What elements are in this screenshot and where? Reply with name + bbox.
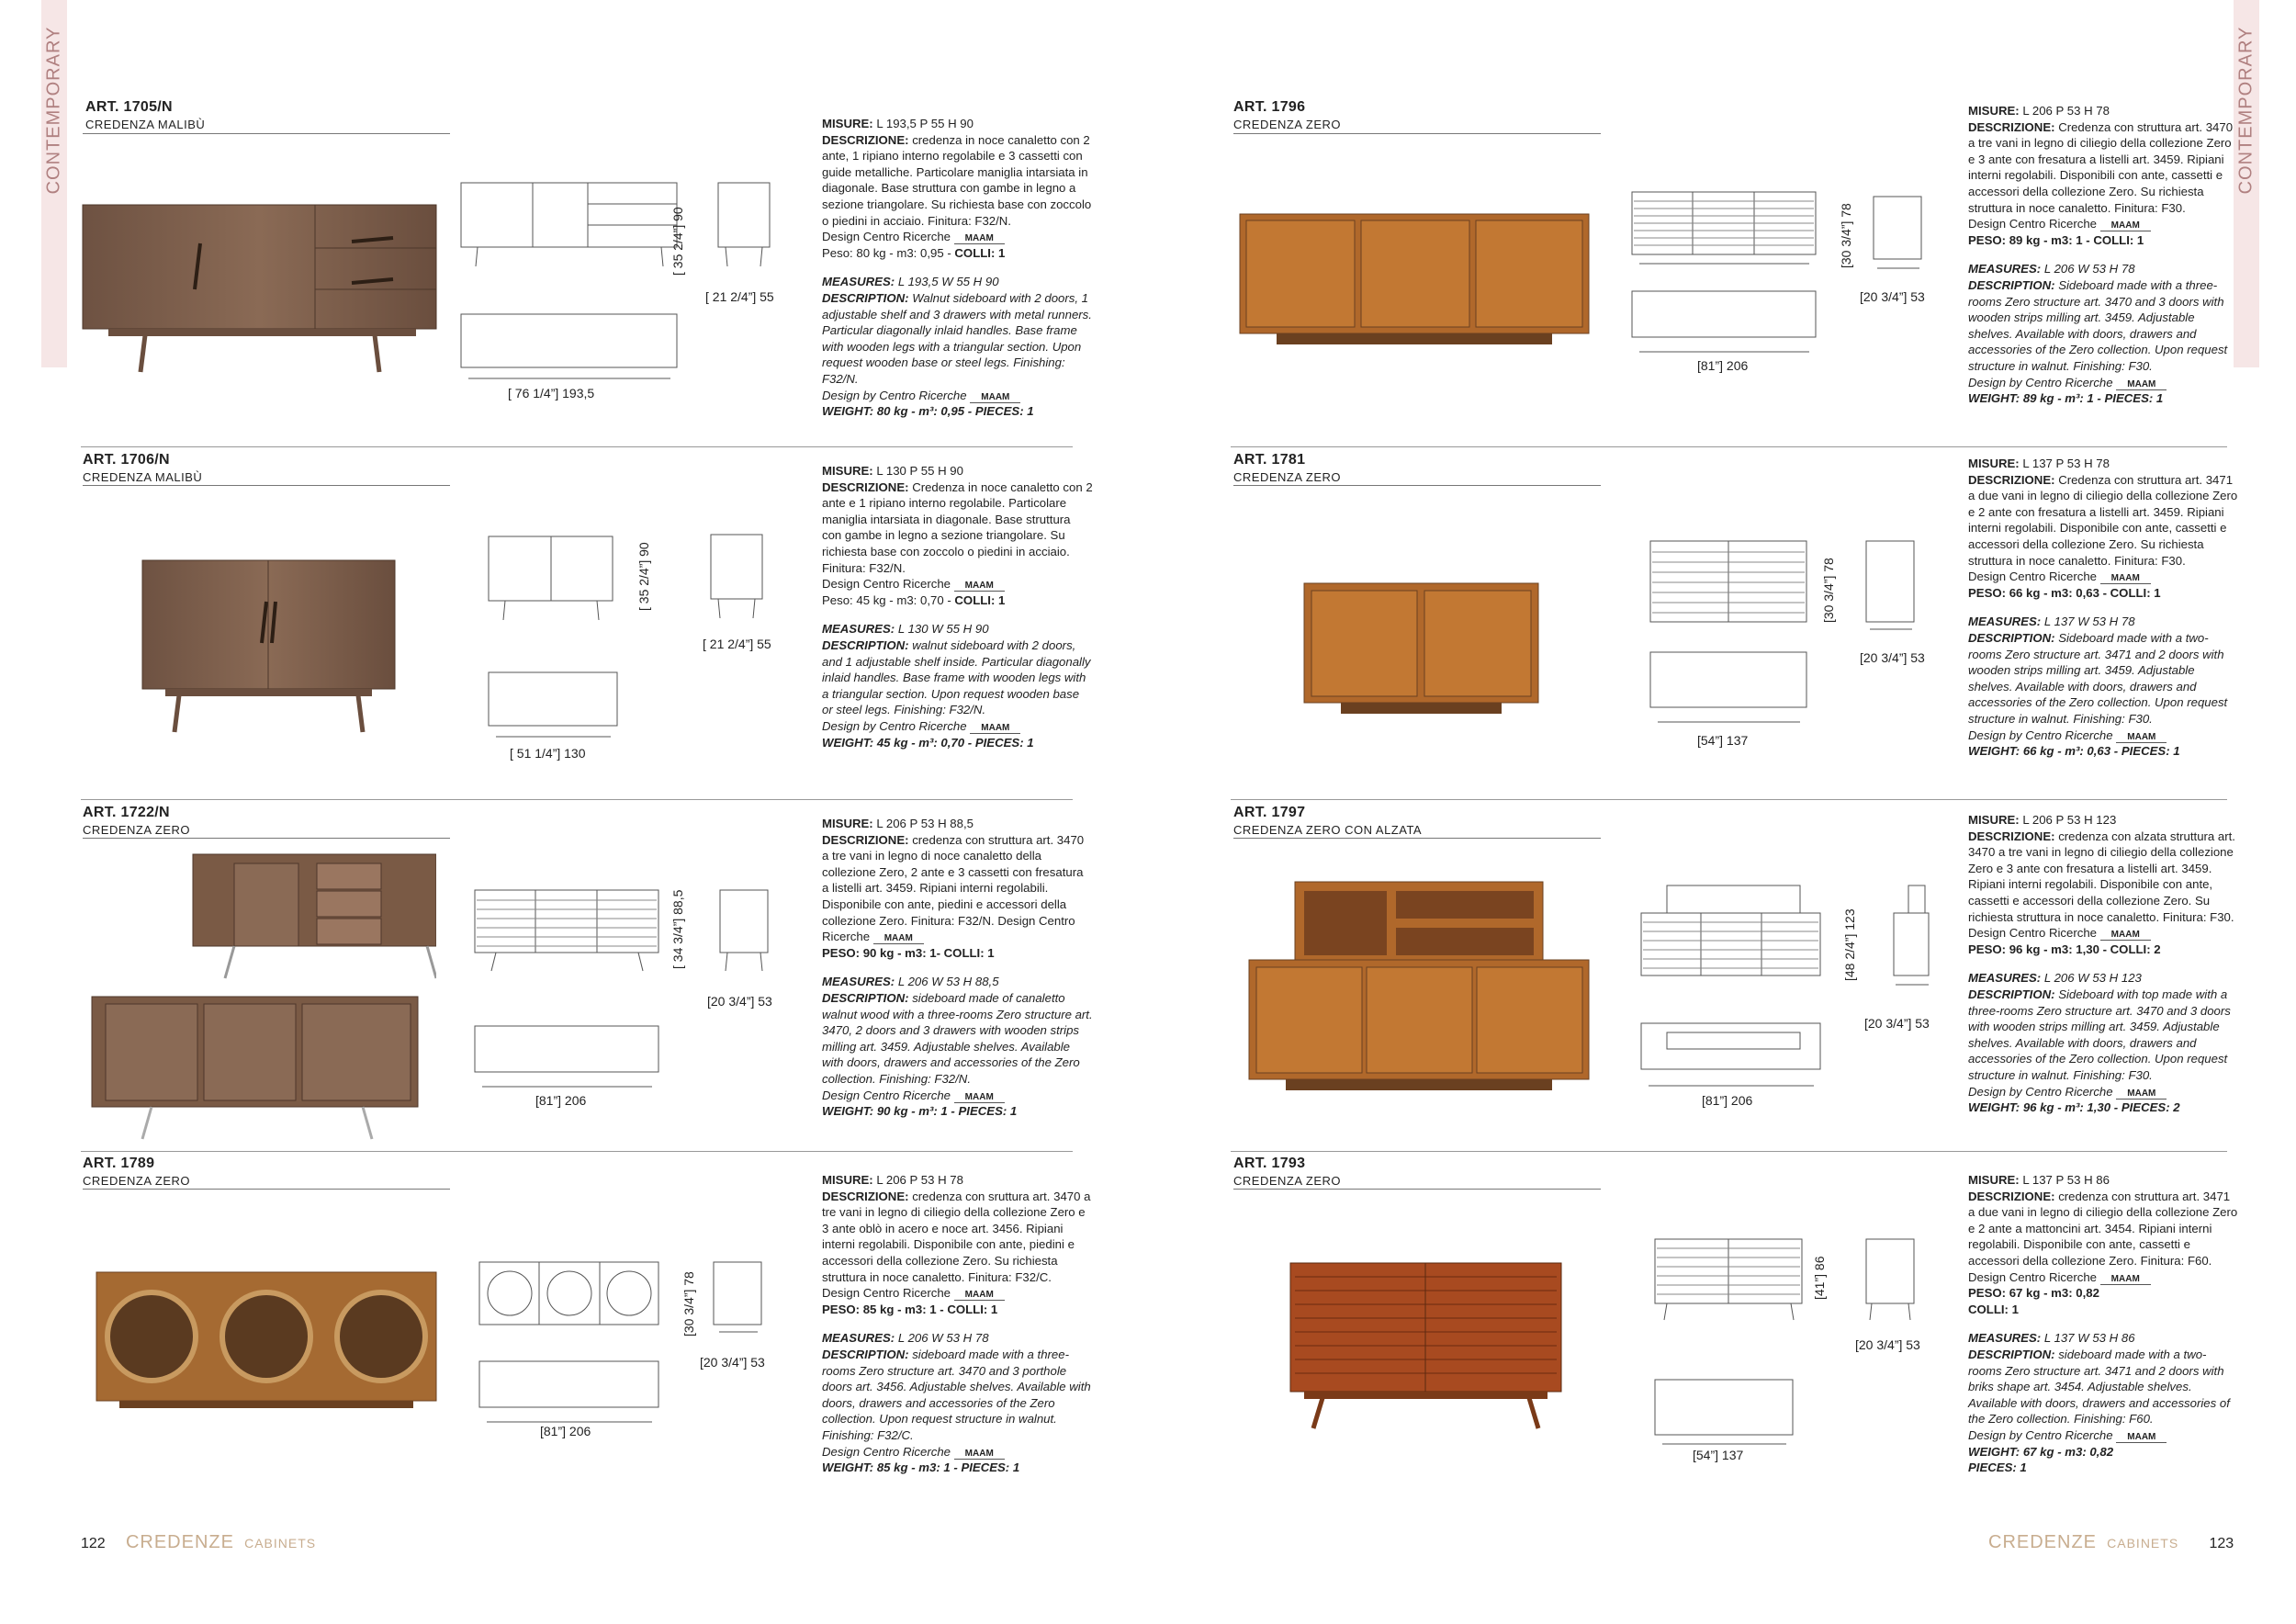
footer-category: CREDENZE bbox=[125, 1532, 234, 1552]
width-dimension: [54”] 137 bbox=[1693, 1448, 1744, 1462]
height-dimension: [48 2/4”] 123 bbox=[1842, 908, 1857, 981]
description-block: MISURE: L 206 P 53 H 78 DESCRIZIONE: Credenza con struttura art. 3470 a tre vani in legno di ciliegio della collezione Zero e 3 ante con fresatura a listelli art. 3459. Ripiani interni regolabili. Disponibili con ante, cassetti e accessori della collezione Zero. Su richiesta struttura in noce canaletto. Finitura: F30. Design Centro Ricerche MAAM PESO: 89 kg - m3: 1 - COLLI: 1 MEASURES: L 206 W 53 H 78 DESCRIPTION: Sideboard made with a three-rooms Zero structure art. 3470 and 3 doors with wooden strips milling art. 3459. Adjustable shelves. Available with doors, drawers and accessories of the Zero collection. Upon request structure in walnut. Finishing: F30. Design by Centro Ricerche MAAM WEIGHT: 89 kg - m³: 1 - PIECES: 1 bbox=[1968, 104, 2234, 406]
top-drawing bbox=[459, 312, 680, 386]
description-block: MISURE: L 130 P 55 H 90 DESCRIZIONE: Credenza in noce canaletto con 2 ante e 1 ripiano interno regolabile. Particolare maniglia intarsiata in diagonale. Base struttura con gambe in legno a sezione triangolare. Su richiesta base con zoccolo o piedini in acciaio. Finitura: F32/N. Design Centro Ricerche MAAM Peso: 45 kg - m3: 0,70 - COLLI: 1 MEASURES: L 130 W 55 H 90 DESCRIPTION: walnut sideboard with 2 doors, and 1 adjustable shelf inside. Particular diagonally inlaid handles. Base frame with wooden legs with a triangular section. Upon request wooden base or steel legs. Finishing: F32/N. Design by Centro Ricerche MAAM WEIGHT: 45 kg - m³: 0,70 - PIECES: 1 bbox=[822, 464, 1093, 750]
height-dimension: [30 3/4”] 78 bbox=[681, 1271, 696, 1336]
depth-dimension: [20 3/4”] 53 bbox=[1860, 289, 1925, 304]
maam-logo: MAAM bbox=[2100, 573, 2151, 584]
front-drawing bbox=[1649, 537, 1809, 629]
maam-logo: MAAM bbox=[2116, 1088, 2167, 1100]
height-dimension: [ 35 2/4”] 90 bbox=[636, 542, 651, 611]
product-name: CREDENZA ZERO bbox=[83, 823, 191, 837]
height-dimension: [30 3/4”] 78 bbox=[1821, 558, 1836, 623]
title-rule bbox=[83, 485, 450, 486]
maam-logo: MAAM bbox=[2116, 1432, 2167, 1443]
height-dimension: [ 35 2/4”] 90 bbox=[670, 207, 685, 276]
separator bbox=[1231, 799, 2227, 800]
maam-logo: MAAM bbox=[2100, 930, 2151, 941]
maam-logo: MAAM bbox=[2116, 732, 2167, 743]
width-dimension: [81”] 206 bbox=[1697, 358, 1749, 373]
front-drawing bbox=[1630, 188, 1818, 280]
maam-logo: MAAM bbox=[954, 233, 1005, 244]
maam-logo: MAAM bbox=[2116, 379, 2167, 390]
page-number: 123 bbox=[2209, 1536, 2234, 1551]
product-name: CREDENZA MALIBÙ bbox=[83, 470, 203, 484]
top-drawing bbox=[1653, 1378, 1800, 1451]
article-number: ART. 1793 bbox=[1233, 1156, 1306, 1171]
product-name: CREDENZA MALIBÙ bbox=[85, 118, 206, 131]
depth-dimension: [20 3/4”] 53 bbox=[707, 994, 772, 1009]
maam-logo: MAAM bbox=[954, 1290, 1005, 1301]
side-drawing bbox=[1892, 882, 1933, 992]
maam-logo: MAAM bbox=[873, 933, 924, 944]
product-photo bbox=[87, 850, 436, 1144]
separator bbox=[81, 446, 1073, 447]
product-photo bbox=[138, 556, 404, 739]
product-name: CREDENZA ZERO bbox=[1233, 118, 1342, 131]
depth-dimension: [20 3/4”] 53 bbox=[700, 1355, 765, 1370]
description-block: MISURE: L 206 P 53 H 88,5 DESCRIZIONE: credenza con struttura art. 3470 a tre vani in legno di noce canaletto della collezione Zero, 2 ante e 3 cassetti con fresatura a listelli art. 3459. Ripiani interni regolabili. Disponibile con ante, piedini e accessori della collezione Zero. Finitura: F32/N. Design Centro Ricerche MAAM PESO: 90 kg - m3: 1- COLLI: 1 MEASURES: L 206 W 53 H 88,5 DESCRIPTION: sideboard made of canaletto walnut wood with a three-rooms Zero structure art. 3470, 2 doors and 3 drawers with wooden strips milling art. 3459. Adjustable shelves. Available with doors, drawers and accessories of the Zero collection. Finishing: F32/N. Design Centro Ricerche MAAM WEIGHT: 90 kg - m³: 1 - PIECES: 1 bbox=[822, 817, 1093, 1119]
maam-logo: MAAM bbox=[2100, 220, 2151, 231]
product-name: CREDENZA ZERO bbox=[83, 1174, 191, 1188]
separator bbox=[81, 1151, 1073, 1152]
depth-dimension: [20 3/4”] 53 bbox=[1860, 650, 1925, 665]
article-number: ART. 1722/N bbox=[83, 805, 170, 820]
description-block: MISURE: L 137 P 53 H 78 DESCRIZIONE: Credenza con struttura art. 3471 a due vani in legno di ciliegio della collezione Zero e 2 ante con fresatura a listelli art. 3459. Ripiani interni regolabili. Disponibile con ante, cassetti e accessori della collezione Zero. Su richiesta struttura in noce canaletto. Finitura: F30. Design Centro Ricerche MAAM PESO: 66 kg - m3: 0,63 - COLLI: 1 MEASURES: L 137 W 53 H 78 DESCRIPTION: Sideboard made with a two-rooms Zero structure art. 3471 and 2 doors with wooden strips milling art. 3459. Adjustable shelves. Available with doors, drawers and accessories of the Zero collection. Upon request structure in walnut. Finishing: F30. Design by Centro Ricerche MAAM WEIGHT: 66 kg - m³: 0,63 - PIECES: 1 bbox=[1968, 457, 2238, 759]
footer-subcategory: CABINETS bbox=[244, 1536, 317, 1551]
product-photo bbox=[92, 1268, 441, 1424]
title-rule bbox=[83, 838, 450, 839]
product-header bbox=[1233, 805, 1422, 837]
product-header bbox=[83, 452, 202, 484]
title-rule bbox=[83, 1189, 450, 1190]
top-drawing bbox=[1630, 289, 1818, 358]
product-photo bbox=[1300, 579, 1543, 726]
depth-dimension: [20 3/4”] 53 bbox=[1855, 1337, 1920, 1352]
title-rule bbox=[1233, 485, 1601, 486]
maam-logo: MAAM bbox=[954, 1449, 1005, 1460]
article-number: ART. 1796 bbox=[1233, 99, 1306, 115]
side-tab-label: CONTEMPORARY bbox=[43, 26, 64, 195]
description-block: MISURE: L 206 P 53 H 78 DESCRIZIONE: credenza con sruttura art. 3470 a tre vani in legno di ciliegio della collezione Zero e 3 ante oblò in acero e noce art. 3456. Ripiani interni regolabili. Disponibile con ante, piedini e accessori della collezione Zero. Su richiesta struttura in noce canaletto. Finitura: F32/C. Design Centro Ricerche MAAM PESO: 85 kg - m3: 1 - COLLI: 1 MEASURES: L 206 W 53 H 78 DESCRIPTION: sideboard made with a three-rooms Zero structure art. 3470 and 3 porthole doors art. 3456. Adjustable shelves. Available with doors, drawers and accessories of the Zero collection. Upon request structure in walnut. Finishing: F32/C. Design Centro Ricerche MAAM WEIGHT: 85 kg - m3: 1 - PIECES: 1 bbox=[822, 1173, 1091, 1475]
front-drawing bbox=[1653, 1235, 1805, 1327]
title-rule bbox=[1233, 1189, 1601, 1190]
width-dimension: [54”] 137 bbox=[1697, 733, 1749, 748]
front-drawing bbox=[487, 533, 615, 625]
front-drawing bbox=[473, 886, 661, 974]
footer-right bbox=[1988, 1532, 2234, 1553]
product-header bbox=[85, 99, 205, 131]
product-header bbox=[1233, 99, 1341, 131]
article-number: ART. 1789 bbox=[83, 1156, 155, 1171]
side-drawing bbox=[709, 531, 764, 623]
side-drawing bbox=[1872, 193, 1927, 285]
top-drawing bbox=[487, 671, 620, 744]
width-dimension: [81”] 206 bbox=[535, 1093, 587, 1108]
depth-dimension: [ 21 2/4”] 55 bbox=[705, 289, 774, 304]
page-number: 122 bbox=[81, 1536, 106, 1551]
product-header bbox=[1233, 1156, 1341, 1188]
width-dimension: [81”] 206 bbox=[540, 1424, 591, 1438]
side-drawing bbox=[1864, 1235, 1919, 1327]
title-rule bbox=[1233, 133, 1601, 134]
maam-logo: MAAM bbox=[970, 392, 1020, 403]
title-rule bbox=[1233, 838, 1601, 839]
height-dimension: [41”] 86 bbox=[1812, 1256, 1827, 1300]
product-name: CREDENZA ZERO bbox=[1233, 1174, 1342, 1188]
product-photo bbox=[1286, 1258, 1570, 1433]
separator bbox=[1231, 1151, 2227, 1152]
width-dimension: [ 51 1/4”] 130 bbox=[510, 746, 586, 761]
article-number: ART. 1705/N bbox=[85, 99, 173, 115]
width-dimension: [81”] 206 bbox=[1702, 1093, 1753, 1108]
side-tab-label: CONTEMPORARY bbox=[2235, 26, 2257, 195]
top-drawing bbox=[1639, 1021, 1823, 1095]
depth-dimension: [ 21 2/4”] 55 bbox=[703, 637, 771, 651]
product-header bbox=[1233, 452, 1341, 484]
width-dimension: [ 76 1/4”] 193,5 bbox=[508, 386, 595, 400]
footer-category: CREDENZE bbox=[1988, 1532, 2098, 1552]
description-block: MISURE: L 206 P 53 H 123 DESCRIZIONE: credenza con alzata struttura art. 3470 a tre vani in legno di ciliegio della collezione Zero e 3 ante con fresatura a listelli art. 3459. Ripiani interni regolabili. Disponibile con ante, cassetti e accessori della collezione Zero. Su richiesta struttura in noce canaletto. Finitura: F30. Design Centro Ricerche MAAM PESO: 96 kg - m3: 1,30 - COLLI: 2 MEASURES: L 206 W 53 H 123 DESCRIPTION: Sideboard with top made with a three-rooms Zero structure art. 3470 and 3 doors with wooden strips milling art. 3459. Adjustable shelves. Available with doors, drawers and accessories of the Zero collection. Upon request structure in walnut. Finishing: F30. Design by Centro Ricerche MAAM WEIGHT: 96 kg - m³: 1,30 - PIECES: 2 bbox=[1968, 813, 2235, 1115]
product-name: CREDENZA ZERO bbox=[1233, 470, 1342, 484]
top-drawing bbox=[473, 1024, 661, 1098]
description-block: MISURE: L 193,5 P 55 H 90 DESCRIZIONE: credenza in noce canaletto con 2 ante, 1 ripiano interno regolabile e 3 cassetti con guide metalliche. Particolare maniglia intarsiata in diagonale. Base struttura con gambe in legno a sezione triangolare. Su richiesta base con zoccolo o piedini in acciaio. Finitura: F32/N. Design Centro Ricerche MAAM Peso: 80 kg - m3: 0,95 - COLLI: 1 MEASURES: L 193,5 W 55 H 90 DESCRIPTION: Walnut sideboard with 2 doors, 1 adjustable shelf and 3 drawers with metal runners. Particular diagonally inlaid handles. Base frame with wooden legs with a triangular section. Upon request wooden base or steel legs. Finishing: F32/N. Design by Centro Ricerche MAAM WEIGHT: 80 kg - m³: 0,95 - PIECES: 1 bbox=[822, 117, 1092, 419]
front-drawing bbox=[459, 179, 680, 271]
maam-logo: MAAM bbox=[954, 581, 1005, 592]
height-dimension: [30 3/4”] 78 bbox=[1839, 203, 1853, 268]
footer-subcategory: CABINETS bbox=[2107, 1536, 2179, 1551]
maam-logo: MAAM bbox=[2100, 1274, 2151, 1285]
side-drawing bbox=[718, 886, 773, 978]
front-drawing bbox=[1639, 882, 1823, 983]
side-drawing bbox=[712, 1258, 767, 1341]
description-block: MISURE: L 137 P 53 H 86 DESCRIZIONE: credenza con struttura art. 3471 a due vani in legno di ciliegio della collezione Zero e 2 ante a mattoncini art. 3454. Ripiani interni regolabili. Disponibile con ante, cassetti e accessori della collezione Zero. Finitura: F60. Design Centro Ricerche MAAM PESO: 67 kg - m3: 0,82 COLLI: 1 MEASURES: L 137 W 53 H 86 DESCRIPTION: sideboard made with a two-rooms Zero structure art. 3471 and 2 doors with briks shape art. 3454. Adjustable shelves. Available with doors, drawers and accessories of the Zero collection. Finishing: F60. Design by Centro Ricerche MAAM WEIGHT: 67 kg - m3: 0,82 PIECES: 1 bbox=[1968, 1173, 2238, 1475]
product-header bbox=[83, 805, 190, 837]
article-number: ART. 1706/N bbox=[83, 452, 170, 468]
maam-logo: MAAM bbox=[970, 723, 1020, 734]
title-rule bbox=[83, 133, 450, 134]
article-number: ART. 1781 bbox=[1233, 452, 1306, 468]
product-photo bbox=[1244, 877, 1593, 1102]
maam-logo: MAAM bbox=[954, 1092, 1005, 1103]
footer-left bbox=[81, 1532, 316, 1553]
product-photo bbox=[1235, 209, 1593, 352]
height-dimension: [ 34 3/4”] 88,5 bbox=[670, 889, 685, 969]
side-drawing bbox=[1864, 537, 1919, 638]
article-number: ART. 1797 bbox=[1233, 805, 1306, 820]
separator bbox=[81, 799, 1073, 800]
product-photo bbox=[81, 197, 439, 377]
side-drawing bbox=[716, 179, 771, 271]
separator bbox=[1231, 446, 2227, 447]
product-name: CREDENZA ZERO CON ALZATA bbox=[1233, 823, 1423, 837]
top-drawing bbox=[478, 1359, 661, 1433]
front-drawing bbox=[478, 1258, 661, 1341]
side-tab-left bbox=[41, 0, 67, 367]
top-drawing bbox=[1649, 650, 1809, 728]
depth-dimension: [20 3/4”] 53 bbox=[1864, 1016, 1930, 1031]
product-header bbox=[83, 1156, 190, 1188]
